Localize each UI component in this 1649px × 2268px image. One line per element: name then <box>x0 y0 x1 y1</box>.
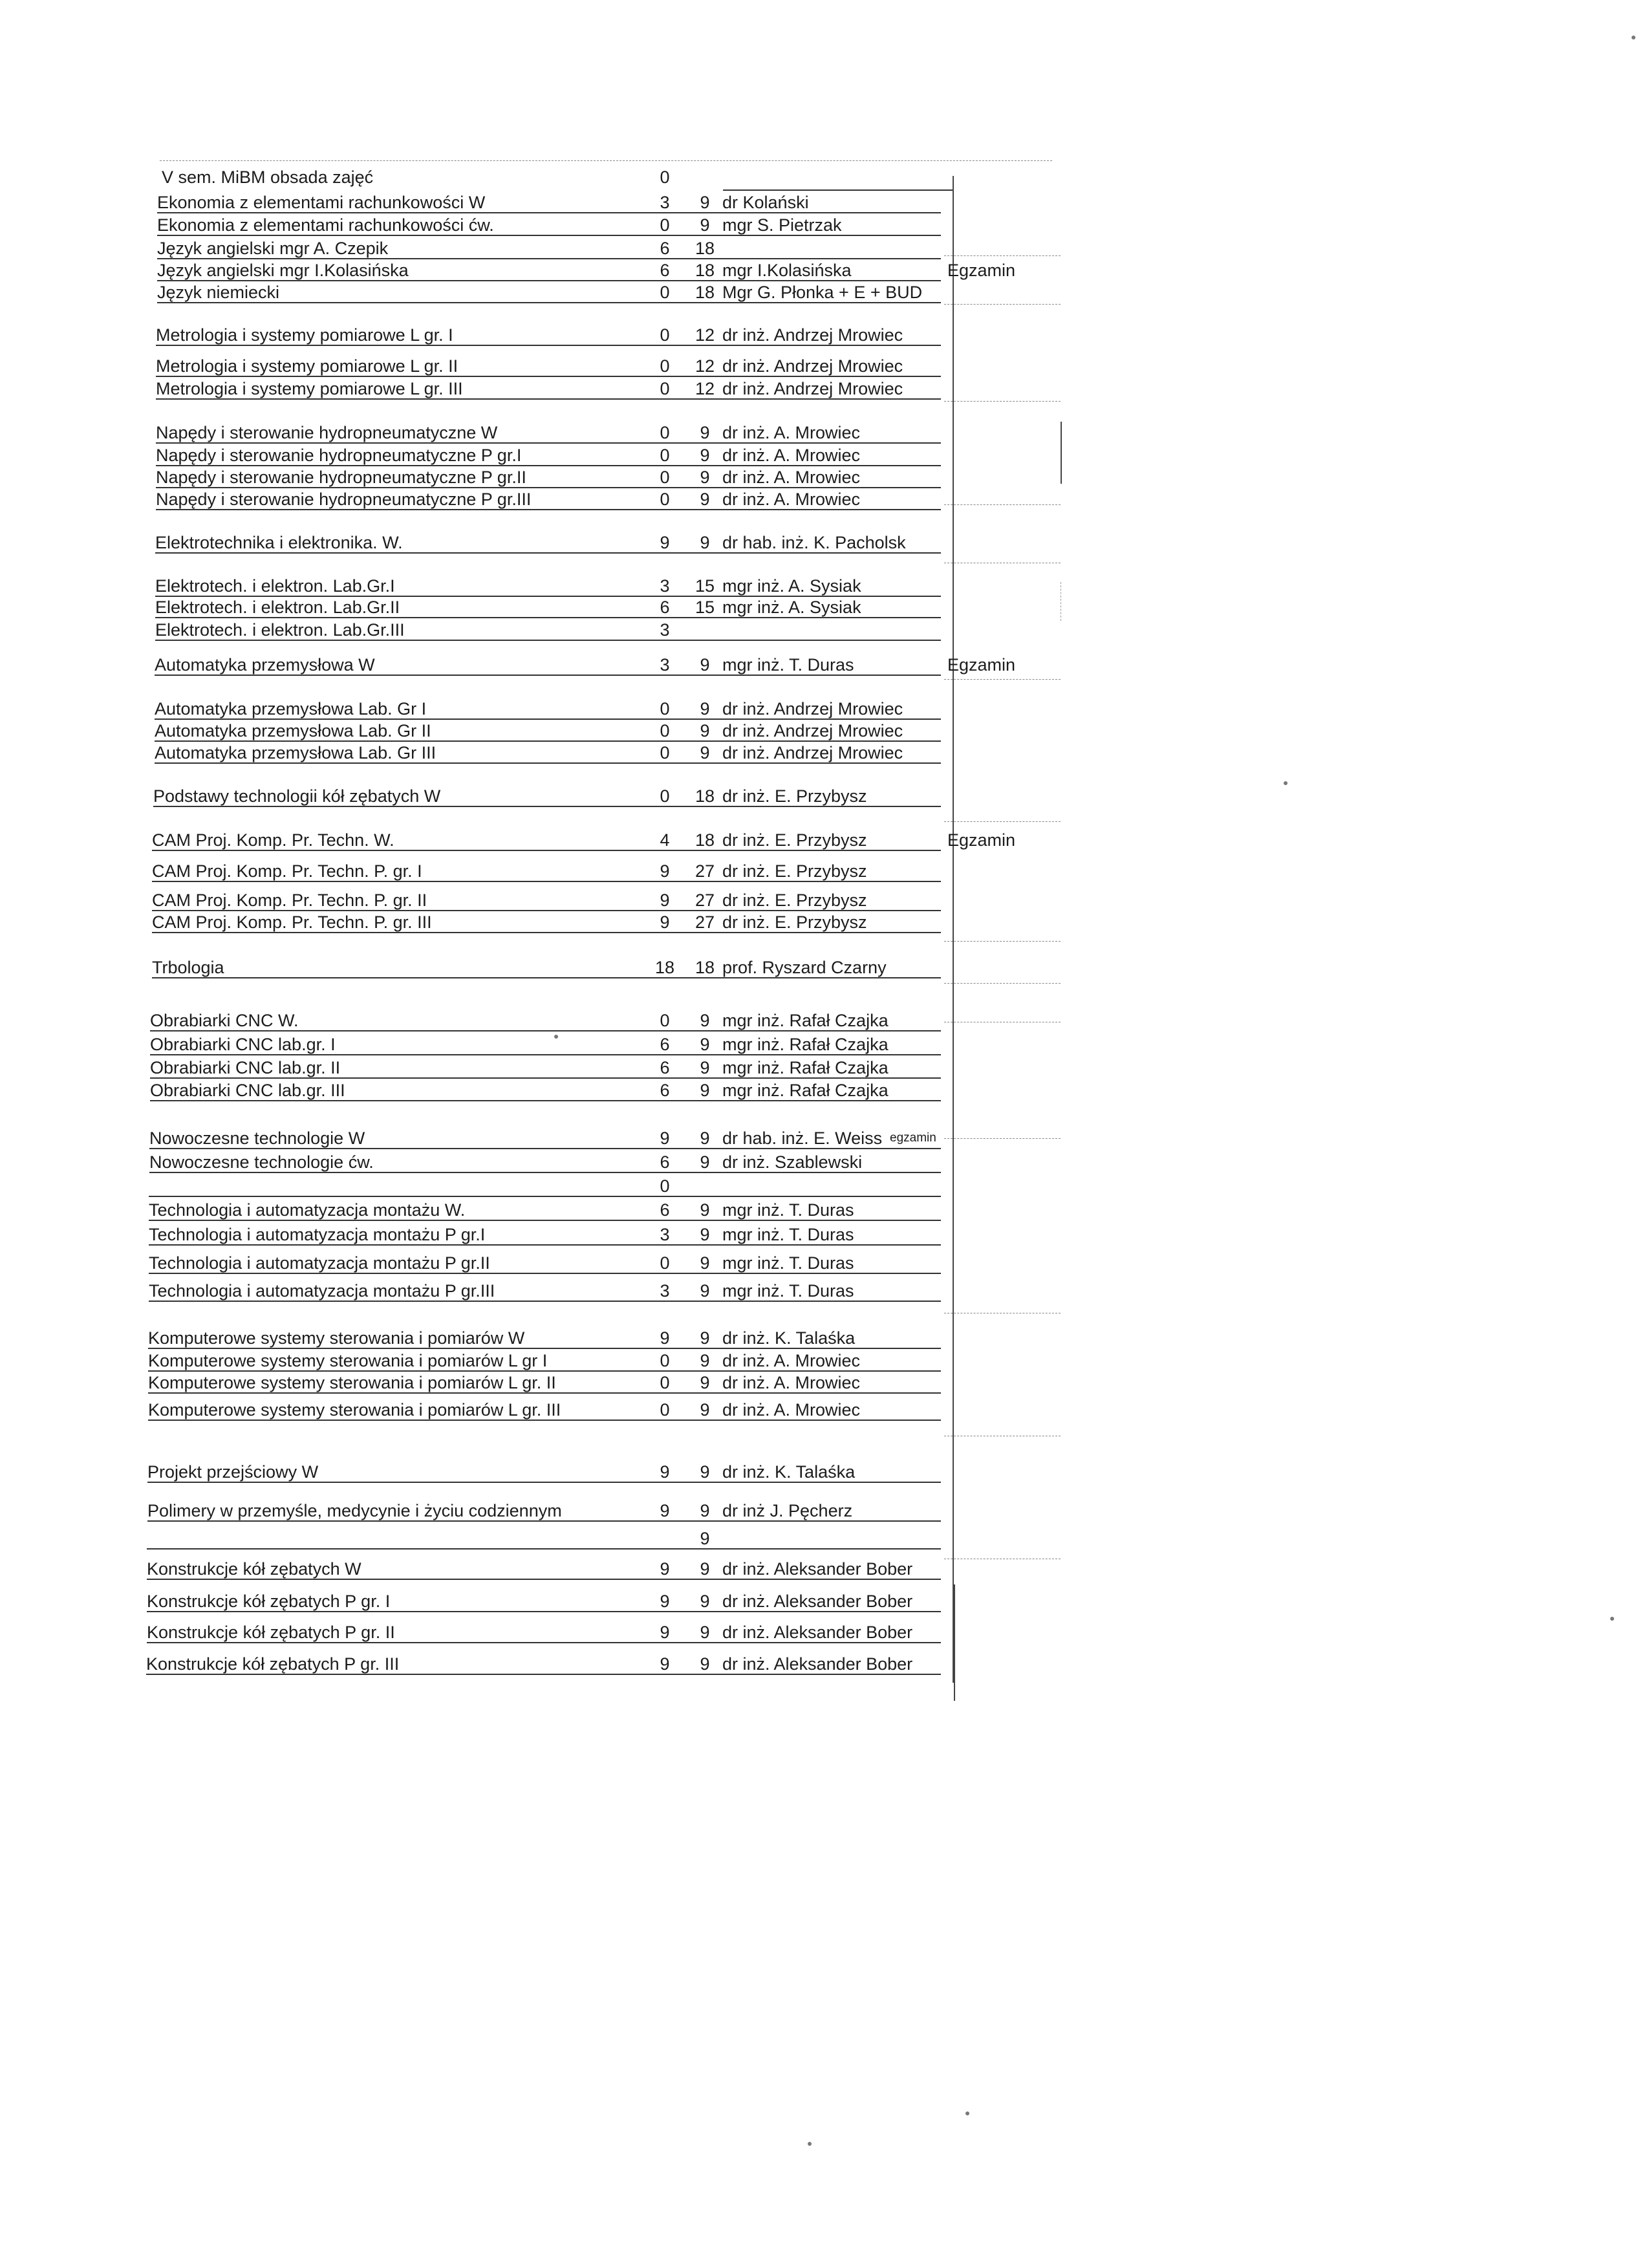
subject-name: Technologia i automatyzacja montażu P gr.III <box>149 1281 495 1301</box>
teacher-name: dr inż. A. Mrowiec <box>722 446 861 465</box>
subject-name: Napędy i sterowanie hydropneumatyczne P gr.I <box>156 446 522 465</box>
hours-value-1: 6 <box>660 239 670 258</box>
teacher-name: dr inż. Andrzej Mrowiec <box>722 743 903 762</box>
scan-speck <box>808 2142 812 2146</box>
hours-value-2: 9 <box>700 699 710 718</box>
hours-value-2: 27 <box>695 913 715 932</box>
subject-name: Komputerowe systemy sterowania i pomiarów L gr I <box>148 1351 548 1370</box>
row-rule <box>150 1054 941 1055</box>
subject-name: Elektrotech. i elektron. Lab.Gr.II <box>155 598 400 617</box>
row-rule <box>152 932 941 933</box>
table-row <box>0 1462 1649 1482</box>
hours-value-1: 0 <box>660 1373 670 1392</box>
subject-name: Elektrotech. i elektron. Lab.Gr.I <box>155 576 395 596</box>
row-rule <box>156 376 941 377</box>
subject-name: Komputerowe systemy sterowania i pomiarów W <box>148 1328 525 1348</box>
teacher-name: dr inż. Andrzej Mrowiec <box>722 379 903 398</box>
row-rule <box>147 1520 941 1522</box>
teacher-name: mgr inż. T. Duras <box>722 1200 854 1220</box>
hours-value-2: 9 <box>700 1559 710 1579</box>
table-row <box>0 422 1649 443</box>
subject-name: Metrologia i systemy pomiarowe L gr. I <box>156 325 453 345</box>
table-row <box>0 192 1649 213</box>
exam-note: Egzamin <box>947 261 1016 280</box>
hours-value-1: 9 <box>660 1592 670 1611</box>
row-rule <box>156 509 941 510</box>
table-row <box>0 1010 1649 1031</box>
subject-name: Technologia i automatyzacja montażu P gr.I <box>149 1225 486 1244</box>
teacher-name: mgr inż. T. Duras <box>722 1225 854 1244</box>
teacher-name: dr inż. E. Przybysz <box>722 913 867 932</box>
row-rule <box>152 910 941 911</box>
hours-value-1: 6 <box>660 1200 670 1220</box>
table-row <box>0 1200 1649 1220</box>
table-row <box>0 861 1649 881</box>
hours-value-2: 18 <box>695 830 715 850</box>
subject-name: Polimery w przemyśle, medycynie i życiu codziennym <box>147 1501 562 1520</box>
hours-value-2: 12 <box>695 325 715 345</box>
teacher-name: mgr inż. Rafał Czajka <box>722 1058 889 1077</box>
teacher-name: mgr inż. T. Duras <box>722 655 854 675</box>
table-row <box>0 260 1649 281</box>
teacher-name: mgr inż. Rafał Czajka <box>722 1081 889 1100</box>
table-row <box>0 282 1649 303</box>
table-row <box>0 1399 1649 1420</box>
subject-name: Konstrukcje kół zębatych W <box>147 1559 361 1579</box>
row-rule <box>149 1220 941 1221</box>
hours-value-2: 9 <box>700 655 710 675</box>
hours-value-2: 9 <box>700 1129 710 1148</box>
title-row <box>0 167 1649 188</box>
subject-name: Napędy i sterowanie hydropneumatyczne W <box>156 423 498 442</box>
row-rule <box>157 235 941 236</box>
hours-value-1: 9 <box>660 913 670 932</box>
teacher-name: dr inż. E. Przybysz <box>722 861 867 881</box>
scan-speck <box>1632 36 1635 39</box>
rule-line <box>944 304 1061 305</box>
table-row <box>0 1528 1649 1549</box>
hours-value-1: 0 <box>660 446 670 465</box>
row-rule <box>153 806 941 807</box>
hours-value-1: 0 <box>660 1253 670 1273</box>
row-rule <box>149 1148 941 1149</box>
hours-value-1: 9 <box>660 533 670 552</box>
subject-name: Komputerowe systemy sterowania i pomiarów L gr. III <box>148 1400 561 1420</box>
subject-name: Język angielski mgr I.Kolasińska <box>157 261 409 280</box>
table-row <box>0 890 1649 911</box>
hours-value-2: 9 <box>700 1035 710 1054</box>
hours-value-1: 9 <box>660 1654 670 1674</box>
hours-value-2: 15 <box>695 598 715 617</box>
row-rule <box>155 617 941 618</box>
row-rule <box>149 1172 941 1173</box>
hours-value-1: 0 <box>660 721 670 740</box>
scan-speck <box>1610 1617 1614 1621</box>
hours-value-1: 6 <box>660 261 670 280</box>
table-row <box>0 1176 1649 1196</box>
exam-note: Egzamin <box>947 655 1016 675</box>
teacher-name: mgr inż. T. Duras <box>722 1253 854 1273</box>
table-row <box>0 532 1649 553</box>
hours-value-2: 12 <box>695 379 715 398</box>
teacher-name: dr hab. inż. E. Weiss <box>722 1129 883 1148</box>
subject-name: Nowoczesne technologie W <box>149 1129 365 1148</box>
rule-line <box>723 189 953 191</box>
hours-value-2: 9 <box>700 1058 710 1077</box>
subject-name: CAM Proj. Komp. Pr. Techn. W. <box>152 830 394 850</box>
subject-name: Elektrotechnika i elektronika. W. <box>155 533 403 552</box>
teacher-name: dr inż. Andrzej Mrowiec <box>722 699 903 718</box>
hours-value-1: 6 <box>660 1152 670 1172</box>
row-rule <box>148 1392 941 1394</box>
row-rule <box>152 850 941 851</box>
subject-name: CAM Proj. Komp. Pr. Techn. P. gr. II <box>152 891 427 910</box>
hours-value-1: 9 <box>660 861 670 881</box>
subject-name: Automatyka przemysłowa W <box>155 655 375 675</box>
row-rule <box>152 881 941 882</box>
row-rule <box>149 1301 941 1302</box>
row-rule <box>152 977 941 978</box>
hours-value-1: 0 <box>660 1176 670 1196</box>
subject-name: Metrologia i systemy pomiarowe L gr. II <box>156 356 458 376</box>
row-rule <box>155 675 941 676</box>
hours-value-1: 0 <box>660 1400 670 1420</box>
teacher-name: dr inż. K. Talaśka <box>722 1328 856 1348</box>
teacher-name: Mgr G. Płonka + E + BUD <box>722 283 923 302</box>
table-row <box>0 489 1649 510</box>
teacher-name: dr inż. E. Przybysz <box>722 891 867 910</box>
hours-value-1: 0 <box>660 215 670 235</box>
teacher-name: dr inż. Aleksander Bober <box>722 1559 913 1579</box>
teacher-name: dr inż. A. Mrowiec <box>722 1400 861 1420</box>
hours-value-1: 0 <box>660 743 670 762</box>
subject-name: Obrabiarki CNC lab.gr. I <box>150 1035 336 1054</box>
hours-value-1: 0 <box>660 1011 670 1030</box>
hours-value-1: 9 <box>660 1623 670 1642</box>
teacher-name: mgr I.Kolasińska <box>722 261 852 280</box>
row-rule <box>155 718 941 720</box>
hours-value-2: 9 <box>700 1529 710 1548</box>
subject-name: Technologia i automatyzacja montażu P gr.II <box>149 1253 490 1273</box>
teacher-name: dr inż. E. Przybysz <box>722 830 867 850</box>
hours-value-1: 9 <box>660 1129 670 1148</box>
hours-value-2: 9 <box>700 1623 710 1642</box>
row-rule <box>147 1642 941 1643</box>
row-rule <box>147 1579 941 1580</box>
hours-value-2: 9 <box>700 1351 710 1370</box>
row-rule <box>156 442 941 444</box>
row-rule <box>155 762 941 764</box>
table-row <box>0 1500 1649 1521</box>
table-row <box>0 378 1649 399</box>
table-row <box>0 1559 1649 1579</box>
hours-value-1: 3 <box>660 576 670 596</box>
hours-value-1: 9 <box>660 1501 670 1520</box>
hours-value-1: 0 <box>660 379 670 398</box>
hours-value-2: 9 <box>700 1373 710 1392</box>
table-row <box>0 742 1649 763</box>
row-rule <box>147 1548 941 1550</box>
subject-name: Projekt przejściowy W <box>147 1462 319 1482</box>
hours-value-2: 27 <box>695 861 715 881</box>
teacher-name: dr inż. E. Przybysz <box>722 786 867 806</box>
hours-value-1: 6 <box>660 1035 670 1054</box>
table-row <box>0 786 1649 806</box>
hours-value-2: 9 <box>700 1225 710 1244</box>
scan-speck <box>965 2111 969 2115</box>
rule-line <box>944 983 1061 984</box>
hours-value-2: 9 <box>700 215 710 235</box>
teacher-name: mgr inż. A. Sysiak <box>722 576 861 596</box>
teacher-name: dr inż. Aleksander Bober <box>722 1654 913 1674</box>
hours-value-1: 3 <box>660 1281 670 1301</box>
subject-name: Podstawy technologii kół zębatych W <box>153 786 441 806</box>
scan-speck <box>1284 781 1288 785</box>
table-row <box>0 654 1649 675</box>
hours-value-2: 9 <box>700 468 710 487</box>
row-rule <box>149 1196 941 1197</box>
exam-note: egzamin <box>890 1131 936 1145</box>
teacher-name: dr inż. Andrzej Mrowiec <box>722 356 903 376</box>
hours-value-1: 3 <box>660 620 670 640</box>
teacher-name: mgr inż. Rafał Czajka <box>722 1035 889 1054</box>
hours-value-2: 9 <box>700 743 710 762</box>
subject-name: Technologia i automatyzacja montażu W. <box>149 1200 466 1220</box>
hours-value-2: 9 <box>700 533 710 552</box>
row-rule <box>148 1348 941 1349</box>
hours-value-2: 9 <box>700 1592 710 1611</box>
teacher-name: dr inż. A. Mrowiec <box>722 1351 861 1370</box>
table-row <box>0 698 1649 719</box>
hours-value-2: 15 <box>695 576 715 596</box>
title-value: 0 <box>660 167 670 187</box>
subject-name: CAM Proj. Komp. Pr. Techn. P. gr. III <box>152 913 432 932</box>
subject-name: Język angielski mgr A. Czepik <box>157 239 389 258</box>
table-row <box>0 1328 1649 1348</box>
table-row <box>0 620 1649 640</box>
hours-value-2: 18 <box>695 958 715 977</box>
row-rule <box>148 1370 941 1372</box>
table-row <box>0 1253 1649 1273</box>
hours-value-1: 6 <box>660 1081 670 1100</box>
row-rule <box>150 1030 941 1031</box>
row-rule <box>157 302 941 303</box>
hours-value-1: 0 <box>660 283 670 302</box>
hours-value-2: 9 <box>700 1400 710 1420</box>
subject-name: Elektrotech. i elektron. Lab.Gr.III <box>155 620 405 640</box>
table-row <box>0 215 1649 235</box>
table-row <box>0 720 1649 741</box>
hours-value-2: 9 <box>700 1654 710 1674</box>
row-rule <box>156 487 941 488</box>
hours-value-2: 9 <box>700 1081 710 1100</box>
subject-name: Automatyka przemysłowa Lab. Gr I <box>155 699 427 718</box>
table-row <box>0 1057 1649 1078</box>
hours-value-1: 9 <box>660 1559 670 1579</box>
subject-name: Konstrukcje kół zębatych P gr. II <box>147 1623 395 1642</box>
teacher-name: dr inż. Andrzej Mrowiec <box>722 721 903 740</box>
table-row <box>0 1280 1649 1301</box>
teacher-name: mgr inż. A. Sysiak <box>722 598 861 617</box>
hours-value-2: 9 <box>700 1281 710 1301</box>
hours-value-2: 9 <box>700 1011 710 1030</box>
table-row <box>0 356 1649 376</box>
row-rule <box>157 212 941 213</box>
subject-name: Język niemiecki <box>157 283 280 302</box>
hours-value-1: 6 <box>660 1058 670 1077</box>
subject-name: Napędy i sterowanie hydropneumatyczne P gr.III <box>156 490 532 509</box>
hours-value-1: 18 <box>655 958 675 977</box>
hours-value-2: 9 <box>700 423 710 442</box>
document-title: V sem. MiBM obsada zajęć <box>162 167 374 187</box>
rule-line <box>944 679 1061 680</box>
subject-name: Ekonomia z elementami rachunkowości ćw. <box>157 215 494 235</box>
hours-value-1: 9 <box>660 1328 670 1348</box>
row-rule <box>147 1611 941 1612</box>
teacher-name: mgr inż. T. Duras <box>722 1281 854 1301</box>
hours-value-1: 0 <box>660 468 670 487</box>
table-row <box>0 1591 1649 1612</box>
subject-name: Komputerowe systemy sterowania i pomiarów L gr. II <box>148 1373 556 1392</box>
hours-value-2: 9 <box>700 446 710 465</box>
teacher-name: mgr inż. Rafał Czajka <box>722 1011 889 1030</box>
hours-value-2: 9 <box>700 721 710 740</box>
row-rule <box>155 740 941 742</box>
table-row <box>0 238 1649 259</box>
table-row <box>0 1034 1649 1055</box>
hours-value-1: 0 <box>660 423 670 442</box>
hours-value-1: 0 <box>660 786 670 806</box>
teacher-name: prof. Ryszard Czarny <box>722 958 887 977</box>
hours-value-1: 3 <box>660 193 670 212</box>
row-rule <box>156 398 941 400</box>
row-rule <box>150 1077 941 1079</box>
hours-value-2: 18 <box>695 261 715 280</box>
row-rule <box>146 1674 941 1675</box>
row-rule <box>147 1482 941 1483</box>
row-rule <box>156 465 941 466</box>
subject-name: Nowoczesne technologie ćw. <box>149 1152 374 1172</box>
subject-name: Obrabiarki CNC lab.gr. III <box>150 1081 345 1100</box>
table-row <box>0 1372 1649 1393</box>
hours-value-2: 9 <box>700 1462 710 1482</box>
table-row <box>0 445 1649 466</box>
table-row <box>0 597 1649 618</box>
hours-value-1: 9 <box>660 891 670 910</box>
table-row <box>0 576 1649 596</box>
hours-value-2: 9 <box>700 1152 710 1172</box>
table-row <box>0 1152 1649 1172</box>
hours-value-1: 3 <box>660 655 670 675</box>
teacher-name: dr inż. Aleksander Bober <box>722 1592 913 1611</box>
hours-value-1: 0 <box>660 356 670 376</box>
table-row <box>0 1350 1649 1371</box>
hours-value-1: 0 <box>660 325 670 345</box>
teacher-name: dr inż J. Pęcherz <box>722 1501 853 1520</box>
rule-line <box>160 160 1052 161</box>
hours-value-2: 18 <box>695 239 715 258</box>
table-row <box>0 1622 1649 1643</box>
hours-value-2: 9 <box>700 1328 710 1348</box>
teacher-name: dr inż. A. Mrowiec <box>722 423 861 442</box>
row-rule <box>157 280 941 281</box>
teacher-name: dr inż. K. Talaśka <box>722 1462 856 1482</box>
table-row <box>0 1080 1649 1101</box>
hours-value-1: 6 <box>660 598 670 617</box>
hours-value-2: 27 <box>695 891 715 910</box>
teacher-name: dr inż. Andrzej Mrowiec <box>722 325 903 345</box>
hours-value-2: 9 <box>700 1501 710 1520</box>
hours-value-2: 9 <box>700 490 710 509</box>
rule-line <box>944 821 1061 822</box>
hours-value-2: 18 <box>695 283 715 302</box>
subject-name: Trbologia <box>152 958 224 977</box>
table-row <box>0 325 1649 345</box>
subject-name: Automatyka przemysłowa Lab. Gr III <box>155 743 436 762</box>
subject-name: CAM Proj. Komp. Pr. Techn. P. gr. I <box>152 861 422 881</box>
teacher-name: dr inż. A. Mrowiec <box>722 1373 861 1392</box>
subject-name: Automatyka przemysłowa Lab. Gr II <box>155 721 431 740</box>
subject-name: Napędy i sterowanie hydropneumatyczne P gr.II <box>156 468 526 487</box>
hours-value-1: 0 <box>660 1351 670 1370</box>
teacher-name: dr inż. Szablewski <box>722 1152 863 1172</box>
teacher-name: dr hab. inż. K. Pacholsk <box>722 533 906 552</box>
table-row <box>0 467 1649 488</box>
row-rule <box>155 640 941 641</box>
row-rule <box>157 258 941 259</box>
rule-line <box>944 941 1061 942</box>
hours-value-1: 4 <box>660 830 670 850</box>
subject-name: Obrabiarki CNC W. <box>150 1011 299 1030</box>
table-row <box>0 1128 1649 1149</box>
subject-name: Konstrukcje kół zębatych P gr. I <box>147 1592 391 1611</box>
subject-name: Ekonomia z elementami rachunkowości W <box>157 193 486 212</box>
table-row <box>0 957 1649 978</box>
table-row <box>0 1224 1649 1245</box>
subject-name: Metrologia i systemy pomiarowe L gr. III <box>156 379 463 398</box>
hours-value-2: 9 <box>700 193 710 212</box>
hours-value-2: 12 <box>695 356 715 376</box>
teacher-name: dr Kolański <box>722 193 809 212</box>
row-rule <box>148 1420 941 1421</box>
row-rule <box>149 1244 941 1246</box>
hours-value-1: 0 <box>660 699 670 718</box>
subject-name: Obrabiarki CNC lab.gr. II <box>150 1058 341 1077</box>
teacher-name: mgr S. Pietrzak <box>722 215 842 235</box>
hours-value-1: 3 <box>660 1225 670 1244</box>
teacher-name: dr inż. A. Mrowiec <box>722 490 861 509</box>
table-row <box>0 830 1649 850</box>
table-row <box>0 1654 1649 1674</box>
hours-value-2: 18 <box>695 786 715 806</box>
row-rule <box>149 1273 941 1274</box>
teacher-name: dr inż. Aleksander Bober <box>722 1623 913 1642</box>
row-rule <box>155 552 941 554</box>
row-rule <box>156 345 941 346</box>
hours-value-1: 0 <box>660 490 670 509</box>
hours-value-2: 9 <box>700 1253 710 1273</box>
hours-value-1: 9 <box>660 1462 670 1482</box>
rule-line <box>944 401 1061 402</box>
hours-value-2: 9 <box>700 1200 710 1220</box>
exam-note: Egzamin <box>947 830 1016 850</box>
teacher-name: dr inż. A. Mrowiec <box>722 468 861 487</box>
table-row <box>0 912 1649 933</box>
subject-name: Konstrukcje kół zębatych P gr. III <box>146 1654 400 1674</box>
row-rule <box>150 1100 941 1101</box>
